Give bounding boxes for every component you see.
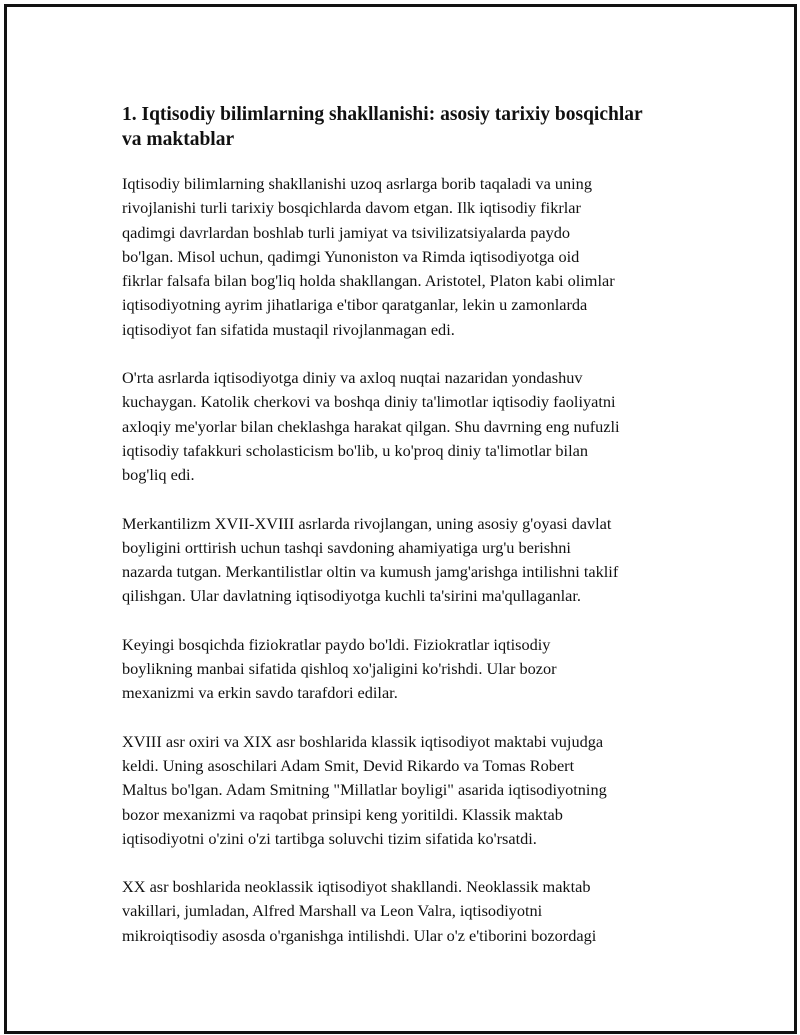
text-line: keldi. Uning asoschilari Adam Smit, Devid Rikardo va Tomas Robert xyxy=(122,755,575,775)
text-line: mexanizmi va erkin savdo tarafdori edilar. xyxy=(122,683,398,703)
text-line: Iqtisodiy bilimlarning shakllanishi uzoq asrlarga borib taqaladi va uning xyxy=(122,174,592,193)
paragraph xyxy=(122,512,702,609)
text-line: XX asr boshlarida neoklassik iqtisodiyot shakllandi. Neoklassik maktab xyxy=(122,877,591,897)
text-line: axloqiy me'yorlar bilan cheklashga harakat qilgan. Shu davrning eng nufuzli xyxy=(122,416,620,436)
text-line: iqtisodiyotni o'zini o'zi tartibga soluvchi tizim sifatida ko'rsatdi. xyxy=(122,828,537,848)
text-line: fikrlar falsafa bilan bog'liq holda shakllangan. Aristotel, Platon kabi olimlar xyxy=(122,271,615,291)
text-line: boyligini orttirish uchun tashqi savdoning ahamiyatiga urg'u berishni xyxy=(122,537,571,557)
paragraph xyxy=(122,875,702,948)
text-line: qadimgi davrlardan boshlab turli jamiyat va tsivilizatsiyalarda paydo xyxy=(122,222,571,242)
text-line: XVIII asr oxiri va XIX asr boshlarida klassik iqtisodiyot maktabi vujudga xyxy=(122,731,604,751)
paragraph xyxy=(122,633,702,706)
paragraph xyxy=(122,366,702,487)
text-line: Merkantilizm XVII-XVIII asrlarda rivojlangan, uning asosiy g'oyasi davlat xyxy=(122,513,612,533)
paragraph xyxy=(122,730,702,851)
document-body xyxy=(122,102,702,972)
text-line: iqtisodiyot fan sifatida mustaqil rivojlanmagan edi. xyxy=(122,319,455,339)
text-line: rivojlanishi turli tarixiy bosqichlarda davom etgan. Ilk iqtisodiy fikrlar xyxy=(122,198,581,218)
text-line: bozor mexanizmi va raqobat prinsipi keng yoritildi. Klassik maktab xyxy=(122,804,563,824)
text-line: Keyingi bosqichda fiziokratlar paydo bo'ldi. Fiziokratlar iqtisodiy xyxy=(122,634,551,654)
text-line: Maltus bo'lgan. Adam Smitning "Millatlar boyligi" asarida iqtisodiyotning xyxy=(122,780,607,800)
text-line: bog'liq edi. xyxy=(122,465,195,485)
section-heading xyxy=(122,102,702,152)
text-line: boylikning manbai sifatida qishloq xo'jaligini ko'rishdi. Ular bozor xyxy=(122,659,557,679)
page-frame xyxy=(4,4,797,1034)
text-line: qilishgan. Ular davlatning iqtisodiyotga kuchli ta'sirini ma'qullaganlar. xyxy=(122,586,581,606)
text-line: nazarda tutgan. Merkantilistlar oltin va kumush jamg'arishga intilishni taklif xyxy=(122,562,619,582)
text-line: iqtisodiy tafakkuri scholasticism bo'lib, u ko'proq diniy ta'limotlar bilan xyxy=(122,440,588,460)
text-line: kuchaygan. Katolik cherkovi va boshqa diniy ta'limotlar iqtisodiy faoliyatni xyxy=(122,392,616,412)
heading-line: 1. Iqtisodiy bilimlarning shakllanishi: asosiy tarixiy bosqichlar xyxy=(122,104,643,125)
heading-line: va maktablar xyxy=(122,129,235,150)
text-line: vakillari, jumladan, Alfred Marshall va Leon Valra, iqtisodiyotni xyxy=(122,901,543,921)
paragraph xyxy=(122,172,702,342)
text-line: mikroiqtisodiy asosda o'rganishga intilishdi. Ular o'z e'tiborini bozordagi xyxy=(122,925,597,945)
text-line: O'rta asrlarda iqtisodiyotga diniy va axloq nuqtai nazaridan yondashuv xyxy=(122,368,583,388)
text-line: iqtisodiyotning ayrim jihatlariga e'tibor qaratganlar, lekin u zamonlarda xyxy=(122,295,588,315)
text-line: bo'lgan. Misol uchun, qadimgi Yunoniston va Rimda iqtisodiyotga oid xyxy=(122,246,580,266)
